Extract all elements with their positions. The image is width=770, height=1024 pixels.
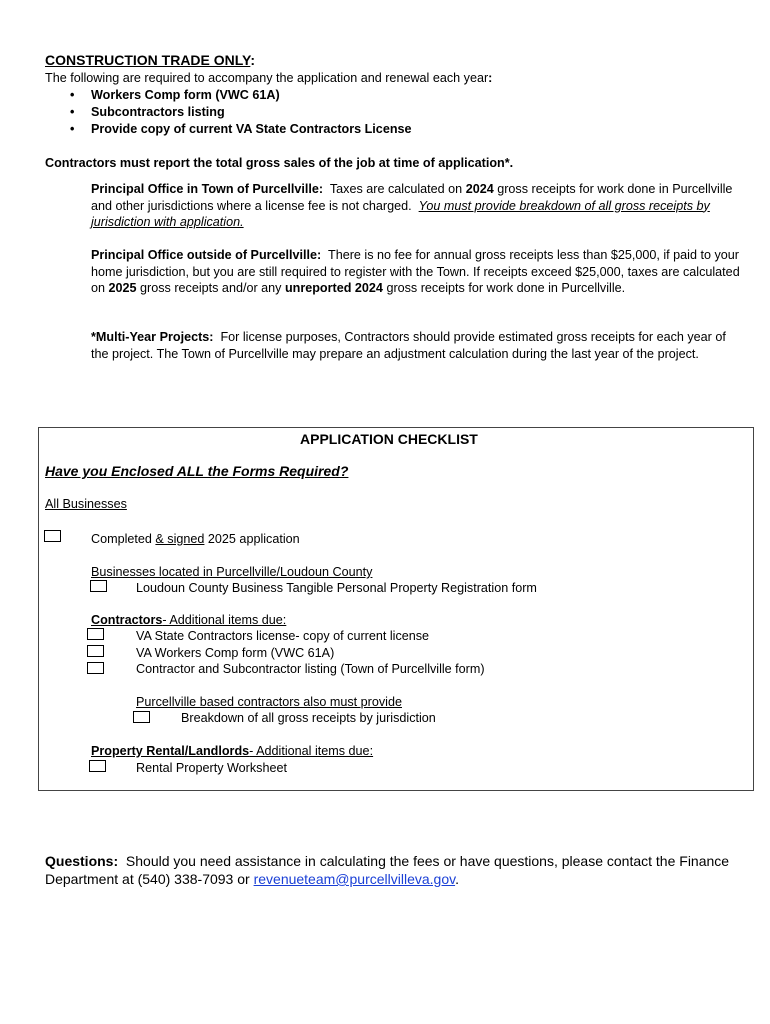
completed-application-label: Completed & signed 2025 application bbox=[91, 532, 300, 546]
principal-out-label: Principal Office outside of Purcellville: bbox=[91, 248, 322, 262]
principal-office-out-paragraph: Principal Office outside of Purcellville: There is no fee for annual gross receipts less than $25,000, if paid to your home jurisdiction, but you are still required to register with the Town. If receipts exceed $25,000, taxes are calculated on 2025 gross receipts and/or any unreported 2024 gross receipts for work done in Purcellville. bbox=[91, 248, 740, 295]
requirements-intro: The following are required to accompany the application and renewal each year: bbox=[45, 71, 493, 85]
questions-paragraph: Questions: Should you need assistance in calculating the fees or have questions, please contact the Finance Department at (540) 338-7093 or revenueteam@purcellvilleva.gov. bbox=[45, 853, 730, 887]
bullet-item-contractors-license: • Provide copy of current VA State Contractors License bbox=[91, 121, 412, 137]
construction-heading: CONSTRUCTION TRADE ONLY: bbox=[45, 52, 256, 68]
checkbox-va-contractors-license[interactable] bbox=[87, 628, 104, 640]
rental-worksheet-label: Rental Property Worksheet bbox=[136, 761, 287, 775]
multi-year-paragraph: *Multi-Year Projects: For license purposes, Contractors should provide estimated gross receipts for each year of the project. The Town of Purcellville may prepare an adjustment calculation during the last year of the project. bbox=[91, 330, 726, 361]
principal-in-label: Principal Office in Town of Purcellville: bbox=[91, 182, 324, 196]
loudoun-registration-label: Loudoun County Business Tangible Personal Property Registration form bbox=[136, 581, 537, 595]
checklist-title: APPLICATION CHECKLIST bbox=[300, 431, 478, 447]
checkbox-gross-receipts-breakdown[interactable] bbox=[133, 711, 150, 723]
loudoun-header: Businesses located in Purcellville/Loudoun County bbox=[91, 565, 373, 579]
subcontractor-listing-label: Contractor and Subcontractor listing (Town of Purcellville form) bbox=[136, 662, 485, 676]
va-contractors-license-label: VA State Contractors license- copy of current license bbox=[136, 629, 430, 643]
gross-receipts-breakdown-label: Breakdown of all gross receipts by jurisdiction bbox=[181, 711, 436, 725]
multi-year-label: *Multi-Year Projects: bbox=[91, 330, 214, 344]
bullet-item-workers-comp: • Workers Comp form (VWC 61A) bbox=[91, 87, 280, 103]
checkbox-subcontractor-listing[interactable] bbox=[87, 662, 104, 674]
bullet-item-subcontractors: • Subcontractors listing bbox=[91, 104, 225, 120]
questions-label: Questions: bbox=[45, 853, 119, 869]
breakdown-emphasis: You must provide breakdown of all gross receipts by jurisdiction with application. bbox=[91, 198, 710, 229]
checkbox-va-workers-comp[interactable] bbox=[87, 645, 104, 657]
finance-email-link[interactable]: revenueteam@purcellvilleva.gov bbox=[253, 871, 456, 887]
checkbox-completed-application[interactable] bbox=[44, 530, 61, 542]
contractors-header: Contractors- Additional items due: bbox=[91, 613, 287, 627]
checklist-question: Have you Enclosed ALL the Forms Required? bbox=[45, 463, 349, 479]
report-note: Contractors must report the total gross sales of the job at time of application*. bbox=[45, 156, 514, 170]
principal-office-in-paragraph: Principal Office in Town of Purcellville: Taxes are calculated on 2024 gross receipts for work done in Purcellville and other jurisdictions where a license fee is not charged. You must provide breakdown of all gross receipts by jurisdiction with application. bbox=[91, 182, 733, 229]
va-workers-comp-label: VA Workers Comp form (VWC 61A) bbox=[136, 646, 335, 660]
checkbox-loudoun-registration[interactable] bbox=[90, 580, 107, 592]
purcellville-contractors-header: Purcellville based contractors also must provide bbox=[136, 695, 402, 709]
all-businesses-header: All Businesses bbox=[45, 497, 127, 511]
rental-header: Property Rental/Landlords- Additional items due: bbox=[91, 744, 374, 758]
application-checklist-box bbox=[38, 427, 754, 791]
checkbox-rental-worksheet[interactable] bbox=[89, 760, 106, 772]
